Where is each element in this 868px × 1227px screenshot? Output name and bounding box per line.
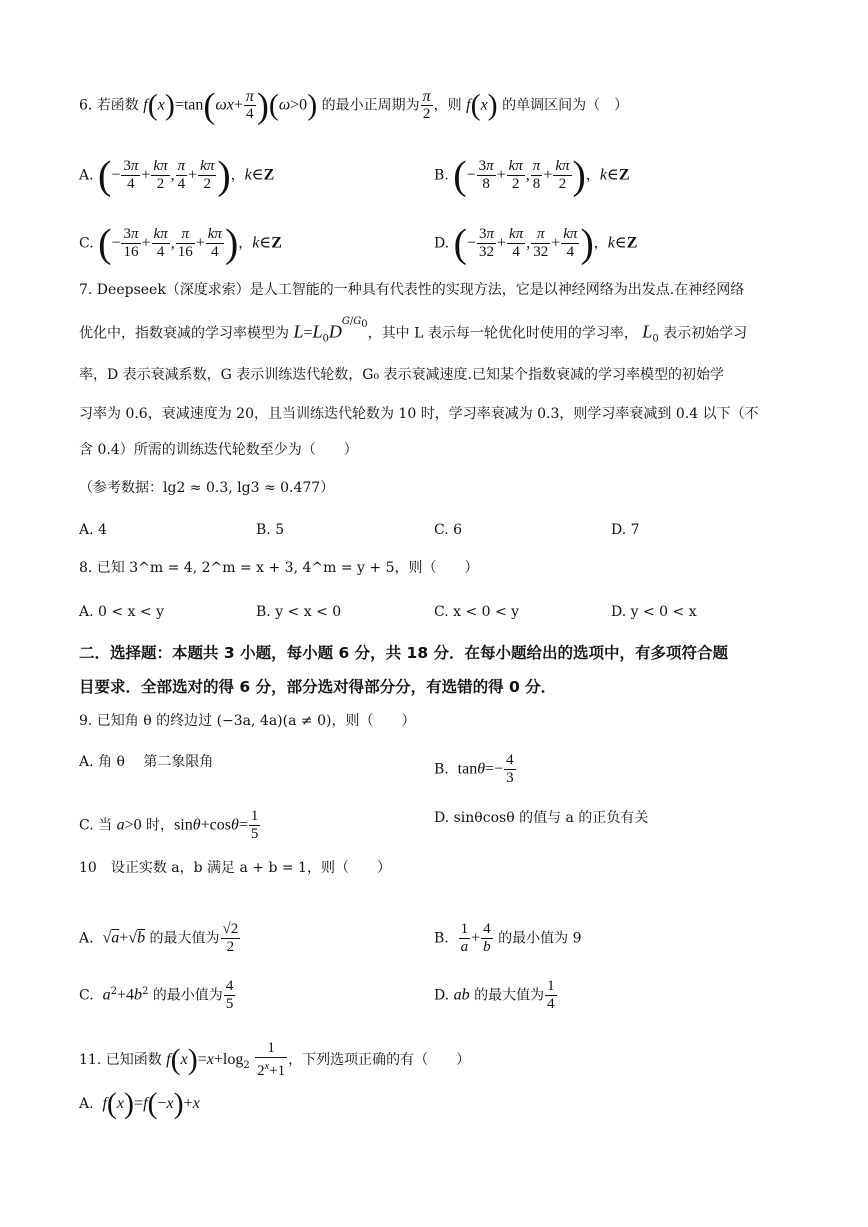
question-9-option-c: C. 当 a>0 时，sinθ+cosθ= $\frac{1}{5}$ <box>79 808 259 842</box>
question-6-option-b: B. (− $\frac{3\pi}{8}$ + $\frac{k\pi}{2}$ , $\frac{\pi}{8}$ + $\frac{k\pi}{2}$ )，k∈Z <box>434 152 630 198</box>
question-10-option-d: D. ab 的最大值为 $\frac{1}{4}$ <box>434 978 555 1012</box>
question-10-stem: 10 设正实数 a，b 满足 a + b = 1，则（ ） <box>79 860 391 876</box>
question-7-option-a: A. 4 <box>79 522 107 538</box>
question-9-option-d: D. sinθcosθ 的值与 a 的正负有关 <box>434 810 649 826</box>
question-9-option-a: A. 角 θ 第二象限角 <box>79 754 214 770</box>
question-7-line-2: 优化中，指数衰减的学习率模型为 $L=L_0D^{G/G_0}$，其中 L 表示每一轮优化时使用的学习率， $L_0$ 表示初始学习 <box>79 316 748 345</box>
question-6-option-d: D. (− $\frac{3\pi}{32}$ + $\frac{k\pi}{4}$ , $\frac{\pi}{32}$ + $\frac{k\pi}{4}$ )，k∈Z <box>434 220 638 266</box>
question-11-option-a: A. f(x)=f(−x)+x <box>79 1087 200 1120</box>
question-8-option-d: D. y < 0 < x <box>611 604 697 620</box>
question-7-reference-data: （参考数据：lg2 ≈ 0.3, lg3 ≈ 0.477） <box>79 480 335 496</box>
question-7-option-d: D. 7 <box>611 522 640 538</box>
section-2-heading-line-2: 目要求．全部选对的得 6 分，部分选对得部分分，有选错的得 0 分． <box>79 678 557 696</box>
question-9-stem: 9. 已知角 θ 的终边过 (−3a, 4a)(a ≠ 0)，则（ ） <box>79 713 416 729</box>
question-7-line-3: 率，D 表示衰减系数，G 表示训练迭代轮数，G₀ 表示衰减速度.已知某个指数衰减的学习率模型的初始学 <box>79 367 725 383</box>
question-10-option-a: A. √a+√b 的最大值为 $\frac{√2}{2}$ <box>79 921 239 955</box>
question-6-stem: 6. 若函数 f(x)=tan(ωx+ $\frac{\pi}{4}$ )(ω>0) 的最小正周期为 $\frac{\pi}{2}$ ，则 f(x) 的单调区间为（ ） <box>79 85 629 126</box>
question-7-option-c: C. 6 <box>434 522 463 538</box>
question-8-option-b: B. y < x < 0 <box>256 604 342 620</box>
question-7-line-5: 含 0.4）所需的训练迭代轮数至少为（ ） <box>79 442 358 458</box>
question-8-option-c: C. x < 0 < y <box>434 604 520 620</box>
question-10-option-c: C. $a^2+4b^2$ 的最小值为 $\frac{4}{5}$ <box>79 978 234 1012</box>
question-11-stem: 11. 已知函数 $f(x)=x+\log_2$ $\frac{1}{2^x+1}$ ，下列选项正确的有（ ） <box>79 1040 471 1079</box>
question-8-option-a: A. 0 < x < y <box>79 604 164 620</box>
section-2-heading-line-1: 二．选择题：本题共 3 小题，每小题 6 分，共 18 分．在每小题给出的选项中，有多项符合题 <box>79 644 729 662</box>
question-6-option-a: A. (− $\frac{3\pi}{4}$ + $\frac{k\pi}{2}$ , $\frac{\pi}{4}$ + $\frac{k\pi}{2}$ )，k∈Z <box>79 152 275 198</box>
question-7-option-b: B. 5 <box>256 522 285 538</box>
question-9-option-b: B. tanθ=− $\frac{4}{3}$ <box>434 752 514 786</box>
question-7-line-4: 习率为 0.6，衰减速度为 20，且当训练迭代轮数为 10 时，学习率衰减为 0.3，则学习率衰减到 0.4 以下（不 <box>79 406 759 422</box>
question-7-line-1: 7. Deepseek（深度求索）是人工智能的一种具有代表性的实现方法，它是以神经网络为出发点.在神经网络 <box>79 282 745 298</box>
question-8-stem: 8. 已知 3^m = 4, 2^m = x + 3, 4^m = y + 5，则（ ） <box>79 560 479 576</box>
question-6-option-c: C. (− $\frac{3\pi}{16}$ + $\frac{k\pi}{4}$ , $\frac{\pi}{16}$ + $\frac{k\pi}{4}$ )，k∈Z <box>79 220 282 266</box>
question-10-option-b: B. $\frac{1}{a}$ + $\frac{4}{b}$ 的最小值为 9 <box>434 921 582 955</box>
